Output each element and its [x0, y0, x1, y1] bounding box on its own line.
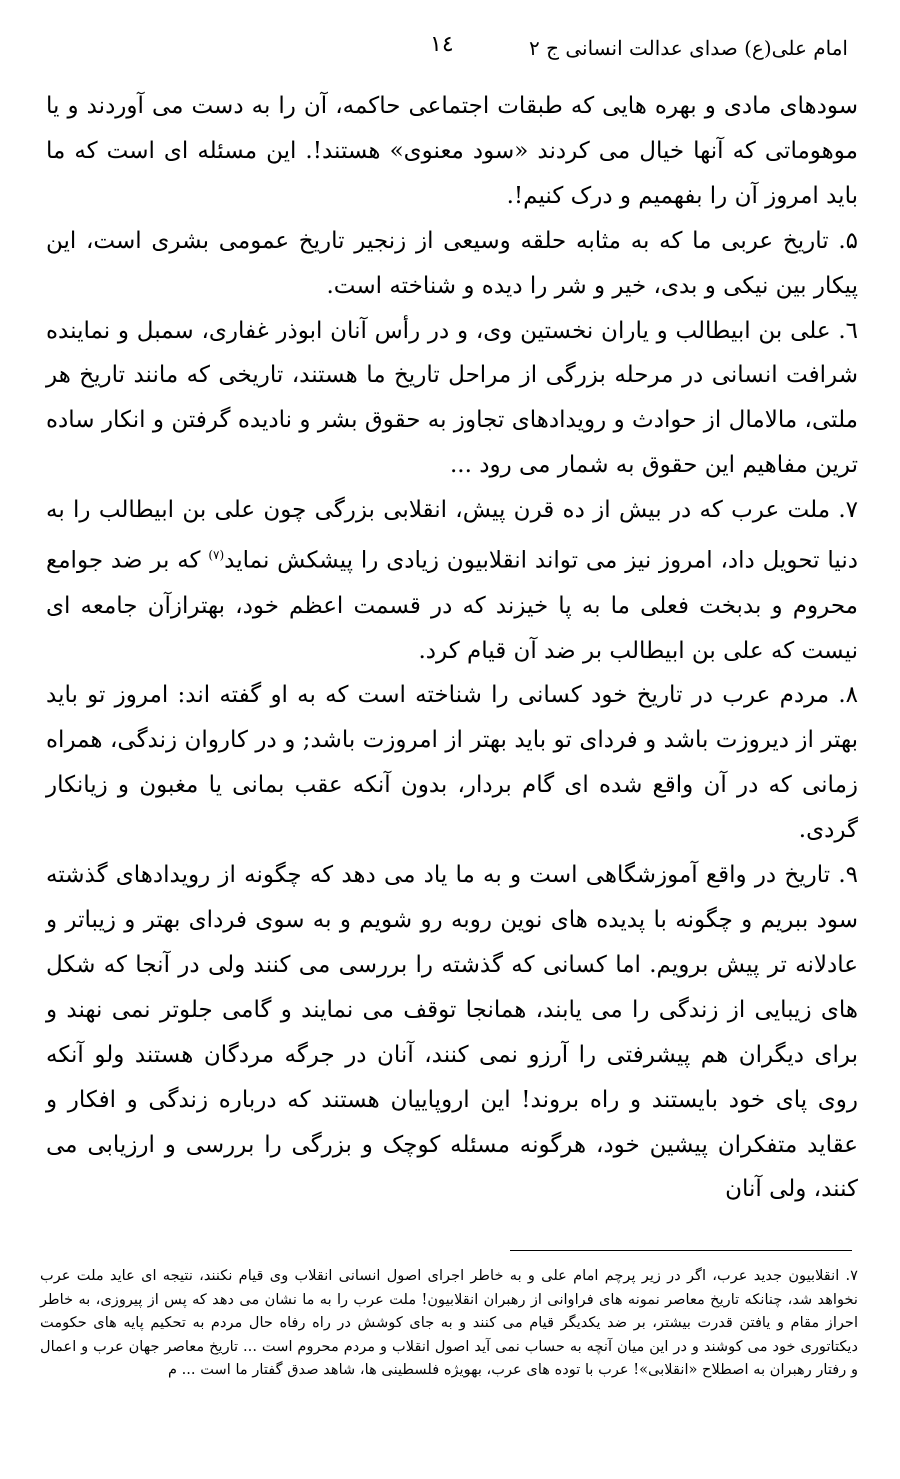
paragraph [46, 488, 858, 673]
paragraph: ۸. مردم عرب در تاریخ خود کسانی را شناخته است که به او گفته اند: امروز تو باید بهتر از دیروزت باشد و فردای تو باید بهتر از امروزت باشد; و در کاروان زندگی، همراه زمانی که در آن واقع شده ای گام بردار، بدون آنکه عقب بمانی یا مغبون و زیانکار گردی. [46, 682, 858, 844]
page-number: ۱٤ [430, 32, 454, 57]
paragraph-text: ۷. ملت عرب که در بیش از ده قرن پیش، انقلابی بزرگی چون علی بن ابیطالب را به دنیا تحویل داد، امروز نیز می تواند انقلابیون زیادی را پیشکش نماید [46, 497, 858, 574]
paragraph-text: که بر ضد جوامع محروم و بدبخت فعلی ما به پا خیزند که در قسمت اعظم خود، بهترازآن جامعه ای نیست که علی بن ابیطالب بر ضد آن قیام کرد. [46, 547, 858, 664]
running-header [40, 32, 860, 72]
paragraph: ٦. علی بن ابیطالب و یاران نخستین وی، و در رأس آنان ابوذر غفاری، سمبل و نماینده شرافت انسانی در مرحله بزرگی از مراحل تاریخ ما هستند، تاریخی که مانند تاریخ هر ملتی، مالامال از حوادث و رویدادهای تجاوز به حقوق بشر و نادیده گرفتن و انکار ساده ترین مفاهیم این حقوق به شمار می رود ... [46, 317, 859, 479]
paragraph: ۵. تاریخ عربی ما که به مثابه حلقه وسیعی از زنجیر تاریخ عمومی بشری است، این پیکار بین نیکی و بدی، خیر و شر را دیده و شناخته است. [46, 227, 858, 299]
paragraph: ۹. تاریخ در واقع آموزشگاهی است و به ما یاد می دهد که چگونه از رویدادهای گذشته سود ببریم و چگونه با پدیده های نوین روبه رو شویم و به سوی فردای بهتر و زیباتر و عادلانه تر پیش برویم. اما کسانی که گذشته را بررسی می کنند ولی در آنجا که شکل های زیبایی از زندگی را می یابند، همانجا توقف می نمایند و گامی جلوتر نمی نهند و برای دیگران هم پیشرفتی را آرزو نمی کنند، آنان در جرگه مردگان هستند ولو آنکه روی پای خود بایستند و راه بروند! این اروپاییان هستند که درباره زندگی و افکار و عقاید متفکران پیشین خود، هرگونه مسئله کوچک و بزرگی را بررسی و ارزیابی می کنند، ولی آنان [46, 862, 858, 1203]
book-title: امام علی(ع) صدای عدالت انسانی ج ۲ [528, 36, 848, 60]
body-text [46, 84, 858, 1212]
footnote-divider [510, 1250, 852, 1251]
paragraph: سودهای مادی و بهره هایی که طبقات اجتماعی حاکمه، آن را به دست می آوردند و یا موهوماتی که آنها خیال می کردند «سود معنوی» هستند!. این مسئله ای است که ما باید امروز آن را بفهمیم و درک کنیم!. [46, 93, 858, 209]
footnotes [40, 1264, 858, 1382]
footnote: ۷. انقلابیون جدید عرب، اگر در زیر پرچم امام علی و به خاطر اجرای اصول انسانی انقلاب وی قیام نکنند، نتیجه ای عاید ملت عرب نخواهد شد، چنانکه تاریخ معاصر نمونه های فراوانی از رهبران انقلابیون! ملت عرب را به ما نشان می دهد که پس از پیروزی، به خاطر احراز مقام و یافتن قدرت بیشتر، بر ضد یکدیگر قیام می کنند و به جای کوشش در راه رفاه حال مردم به تحکیم پایه های حکومت دیکتاتوری خود می کوشند و در این میان آنچه به حساب نمی آید اصول انقلاب و مردم محروم است ... تاریخ معاصر جهان عرب و اعمال و رفتار رهبران به اصطلاح «انقلابی»! عرب با توده های عرب، بهویژه فلسطینی ها، شاهد صدق گفتار ما است ... م [40, 1267, 858, 1379]
footnote-reference: (۷) [208, 548, 225, 563]
